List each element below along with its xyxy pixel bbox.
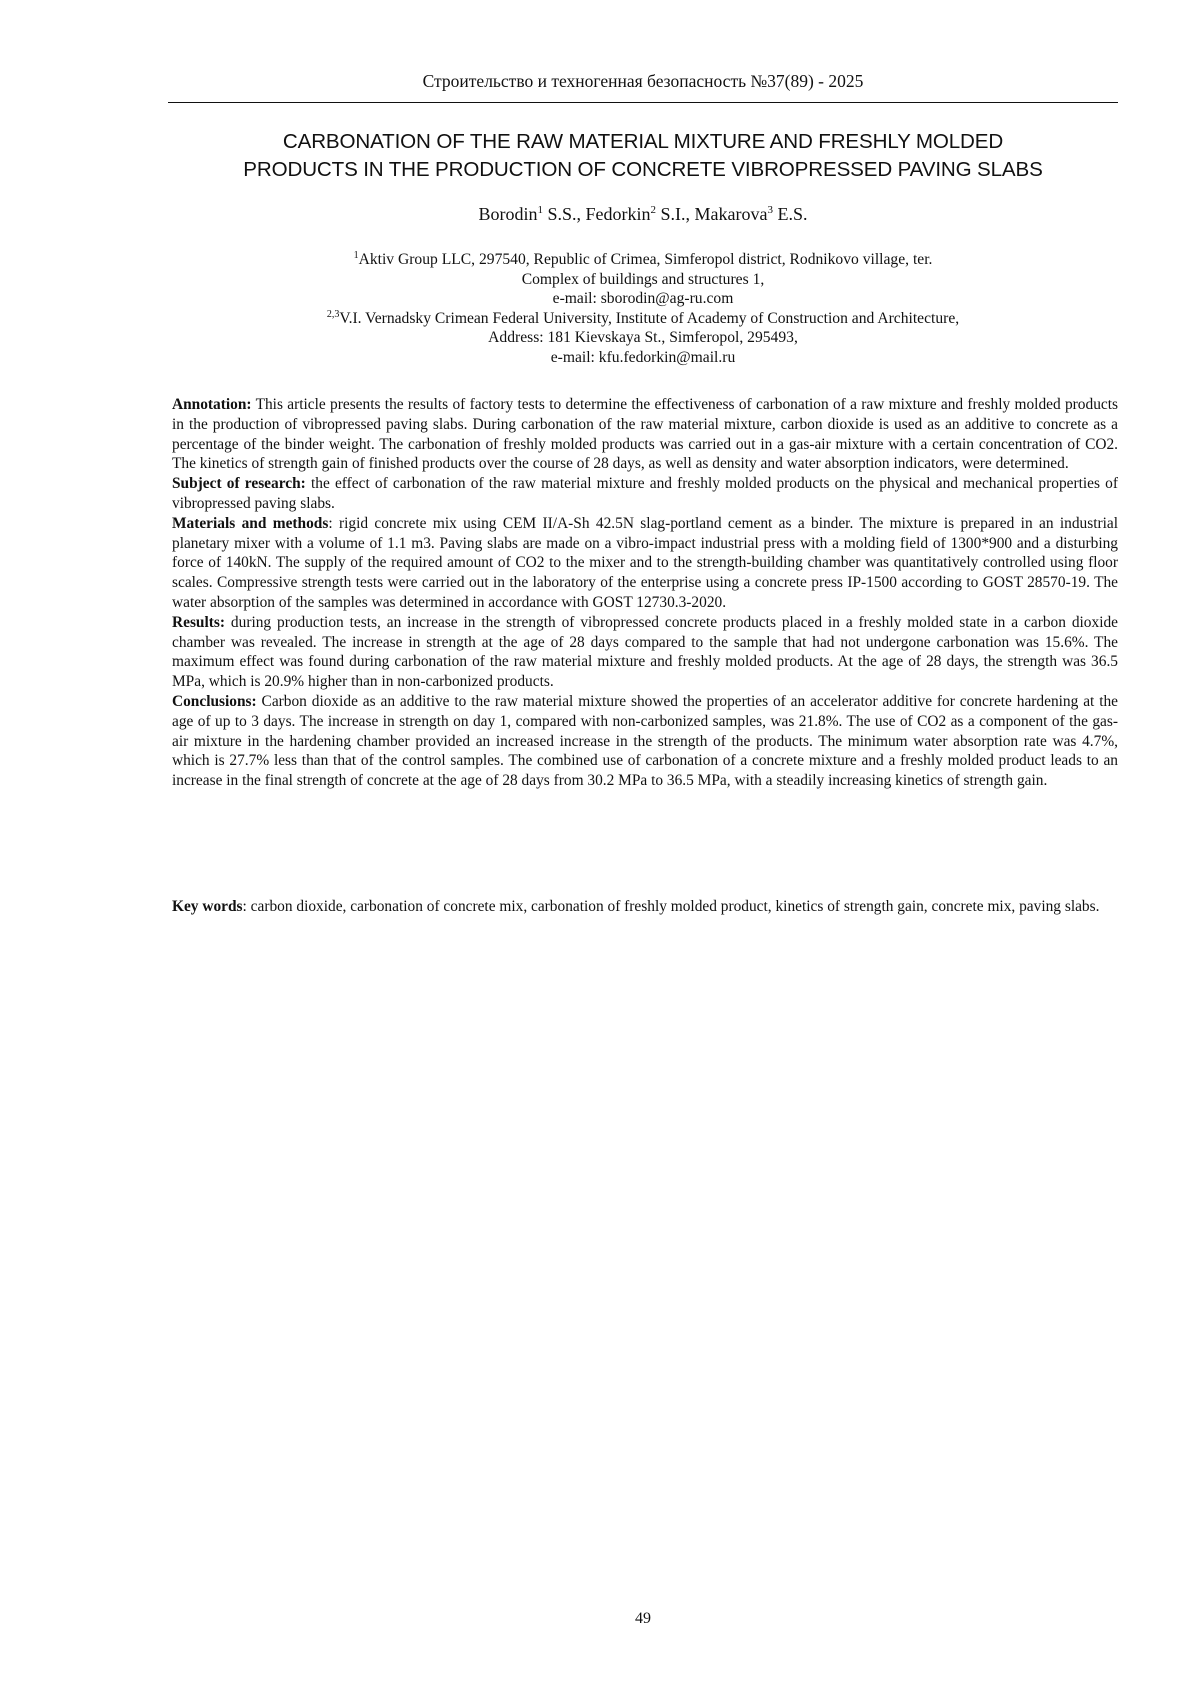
title-line-2: PRODUCTS IN THE PRODUCTION OF CONCRETE VIBROPRESSED PAVING SLABS: [243, 158, 1043, 181]
subject-paragraph: [172, 474, 1118, 514]
subject-text: the effect of carbonation of the raw material mixture and freshly molded products on the physical and mechanical properties of vibropressed paving slabs.: [172, 475, 1118, 512]
annotation-paragraph: [172, 395, 1118, 474]
author-affiliation-mark: 2: [650, 204, 657, 216]
title-line-1: CARBONATION OF THE RAW MATERIAL MIXTURE AND FRESHLY MOLDED: [282, 130, 1004, 153]
affiliation-mark: 1: [353, 250, 359, 261]
header-rule: [168, 102, 1118, 103]
affiliation-1-line-2: Complex of buildings and structures 1,: [521, 270, 765, 288]
abstract: [172, 395, 1118, 791]
conclusions-paragraph: [172, 692, 1118, 791]
affiliation-mark: 2,3: [326, 308, 340, 320]
methods-text: : rigid concrete mix using CEM II/A-Sh 42.5N slag-portland cement as a binder. The mixture is prepared in an industrial planetary mixer with a volume of 1.1 m3. Paving slabs are made on a vibro-impact industrial press with a molding field of 1300*900 and a disturbing force of 140kN. The supply of the required amount of CO2 to the mixer and to the strength-building chamber was quantitatively controlled using floor scales. Compressive strength tests were carried out in the laboratory of the enterprise using a concrete press IP-1500 according to GOST 28570-19. The water absorption of the samples was determined in accordance with GOST 12730.3-2020.: [172, 514, 1118, 611]
results-text: during production tests, an increase in the strength of vibropressed concrete products placed in a freshly molded state in a carbon dioxide chamber was revealed. The increase in strength at the age of 28 days compared to the sample that had not undergone carbonation was 15.6%. The maximum effect was found during carbonation of the raw material mixture and freshly molded products. At the age of 28 days, the strength was 36.5 MPa, which is 20.9% higher than in non-carbonized products.: [172, 613, 1118, 691]
author-affiliation-mark: 1: [537, 204, 543, 216]
affiliation-2-line-1: [168, 309, 1118, 329]
author-name: Borodin: [478, 204, 538, 224]
affiliation-2-text: V.I. Vernadsky Crimean Federal University, Institute of Academy of Construction and Architecture,: [339, 309, 960, 327]
paper-title: [168, 128, 1118, 184]
affiliation-1-line-1: [168, 250, 1118, 270]
affiliation-2-line-2: Address: 181 Kievskaya St., Simferopol, 295493,: [488, 329, 798, 346]
affiliation-1-email: e-mail: sborodin@ag-ru.com: [552, 290, 734, 307]
results-label: Results:: [172, 613, 226, 631]
methods-paragraph: [172, 514, 1118, 613]
conclusions-text: Carbon dioxide as an additive to the raw material mixture showed the properties of an accelerator additive for concrete hardening at the age of up to 3 days. The increase in strength on day 1, compared with non-carbonized samples, was 21.8%. The use of CO2 as a component of the gas-air mixture in the hardening chamber provided an increased increase in the strength of the products. The minimum water absorption rate was 4.7%, which is 27.7% less than that of the control samples. The combined use of carbonation of a concrete mixture and a freshly molded product leads to an increase in the final strength of concrete at the age of 28 days from 30.2 MPa to 36.5 MPa, with a steadily increasing kinetics of strength gain.: [172, 692, 1118, 790]
author-name: Fedorkin: [585, 204, 651, 224]
author-name: Makarova: [694, 204, 768, 224]
page-number: 49: [635, 1610, 651, 1627]
annotation-text: This article presents the results of factory tests to determine the effectiveness of carbonation of a raw mixture and freshly molded products in the production of vibropressed paving slabs. During carbonation of the raw material mixture, carbon dioxide is used as an additive to concrete as a percentage of the binder weight. The carbonation of freshly molded products was carried out in a gas-air mixture with a certain concentration of CO2. The kinetics of strength gain of finished products over the course of 28 days, as well as density and water absorption indicators, were determined.: [172, 396, 1118, 473]
keywords-text: : carbon dioxide, carbonation of concrete mix, carbonation of freshly molded product, kinetics of strength gain, concrete mix, paving slabs.: [242, 898, 1100, 915]
results-paragraph: [172, 613, 1118, 692]
affiliations: [168, 250, 1118, 367]
subject-label: Subject of research:: [172, 475, 306, 493]
author-initials: E.S.: [773, 204, 808, 224]
keywords-paragraph: [172, 897, 1118, 917]
annotation-label: Annotation:: [172, 396, 252, 413]
conclusions-label: Conclusions:: [172, 692, 257, 710]
author-initials: S.I.,: [656, 204, 691, 224]
methods-label: Materials and methods: [172, 514, 329, 532]
affiliation-1-text: Aktiv Group LLC, 297540, Republic of Crimea, Simferopol district, Rodnikovo village, ter.: [358, 251, 933, 268]
author-affiliation-mark: 3: [767, 204, 773, 216]
author-initials: S.S.,: [542, 204, 582, 224]
affiliation-2-email: e-mail: kfu.fedorkin@mail.ru: [550, 348, 736, 366]
keywords: [172, 897, 1118, 917]
running-header: Строительство и техногенная безопасность №37(89) - 2025: [422, 71, 864, 91]
keywords-label: Key words: [172, 898, 243, 915]
author-list: [168, 202, 1118, 226]
